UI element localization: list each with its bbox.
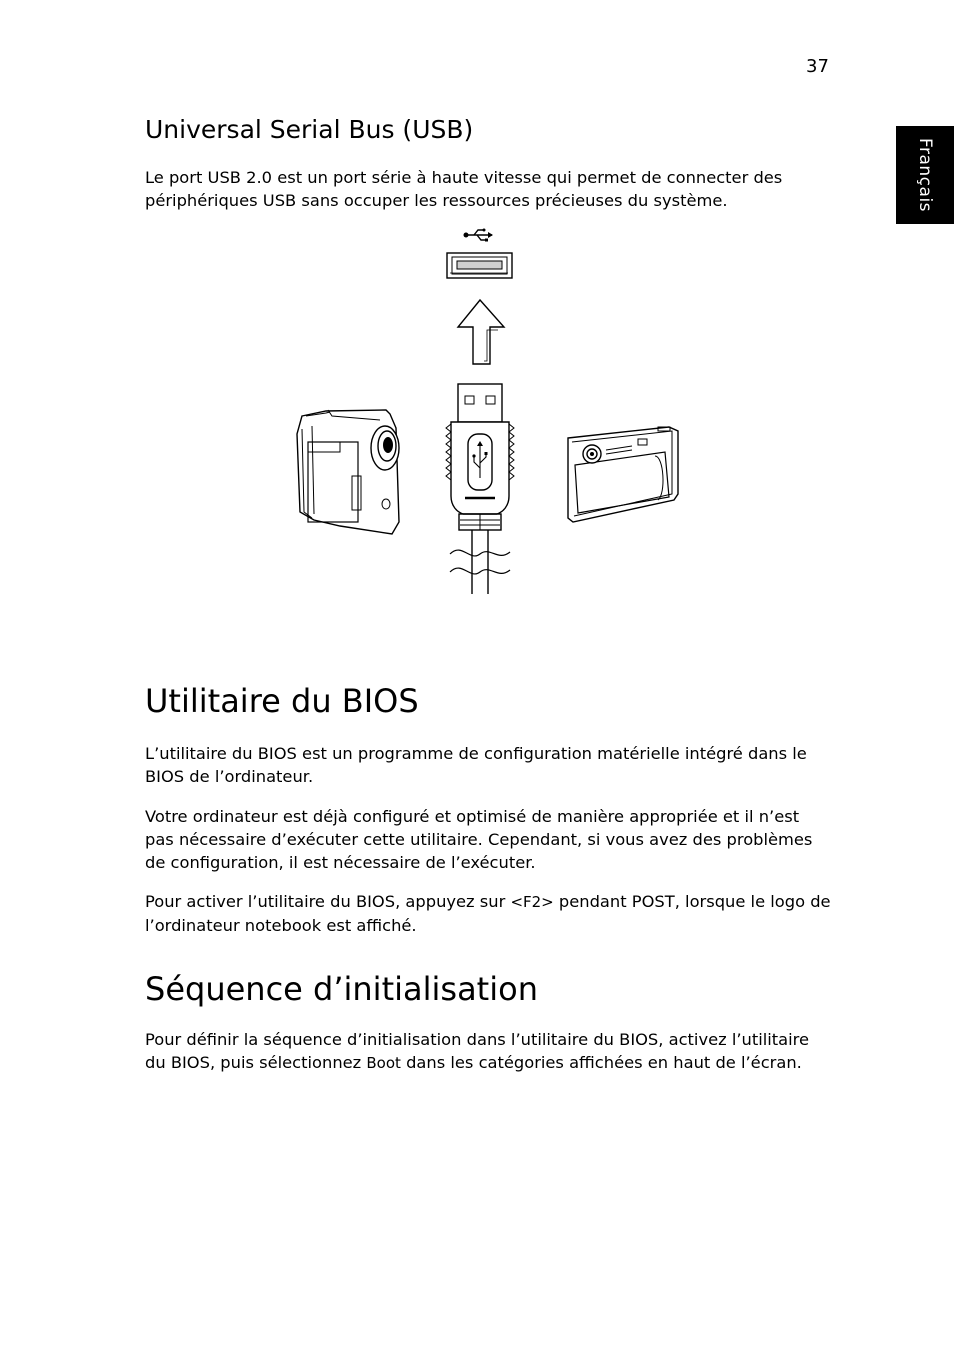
page-number: 37 (806, 56, 829, 77)
language-tab-label: Français (915, 137, 935, 213)
f2-key-label: <F2> (510, 893, 554, 911)
boot-paragraph-start: Pour définir la séquence d’initialisation dans l’utilitaire du BIOS, activez l’utilitaire du BIOS, puis sélectionnez (145, 1030, 810, 1072)
usb-section-title: Universal Serial Bus (USB) (145, 115, 474, 144)
bios-paragraph-3-end: pendant POST, lorsque le logo de l’ordinateur notebook est affiché. (145, 892, 831, 935)
boot-paragraph-end: dans les catégories affichées en haut de l’écran. (400, 1053, 802, 1072)
boot-section-title: Séquence d’initialisation (145, 970, 538, 1008)
usb-port-icon (447, 253, 512, 278)
boot-paragraph (145, 1028, 831, 1075)
usb-figure (292, 224, 682, 596)
usb-plug-icon (446, 384, 514, 594)
bios-section-title: Utilitaire du BIOS (145, 682, 419, 720)
digital-camera-icon (568, 427, 678, 522)
bios-paragraph-3 (145, 890, 831, 937)
language-tab (896, 126, 954, 224)
usb-description: Le port USB 2.0 est un port série à haute vitesse qui permet de connecter des périphériques USB sans occuper les ressources précieuses du système. (145, 168, 783, 210)
bios-paragraph-1: L’utilitaire du BIOS est un programme de configuration matérielle intégré dans le BIOS de l’ordinateur. (145, 744, 807, 786)
usb-symbol-icon (464, 229, 494, 242)
bios-paragraph-2: Votre ordinateur est déjà configuré et optimisé de manière appropriée et il n’est pas nécessaire d’exécuter cette utilitaire. Cependant, si vous avez des problèmes de configuration, il est nécessaire de l’exécuter. (145, 807, 813, 872)
bios-paragraph-3-start: Pour activer l’utilitaire du BIOS, appuyez sur (145, 892, 511, 911)
camcorder-icon (297, 410, 399, 534)
boot-key-label: Boot (366, 1054, 401, 1072)
up-arrow-icon (458, 300, 504, 364)
